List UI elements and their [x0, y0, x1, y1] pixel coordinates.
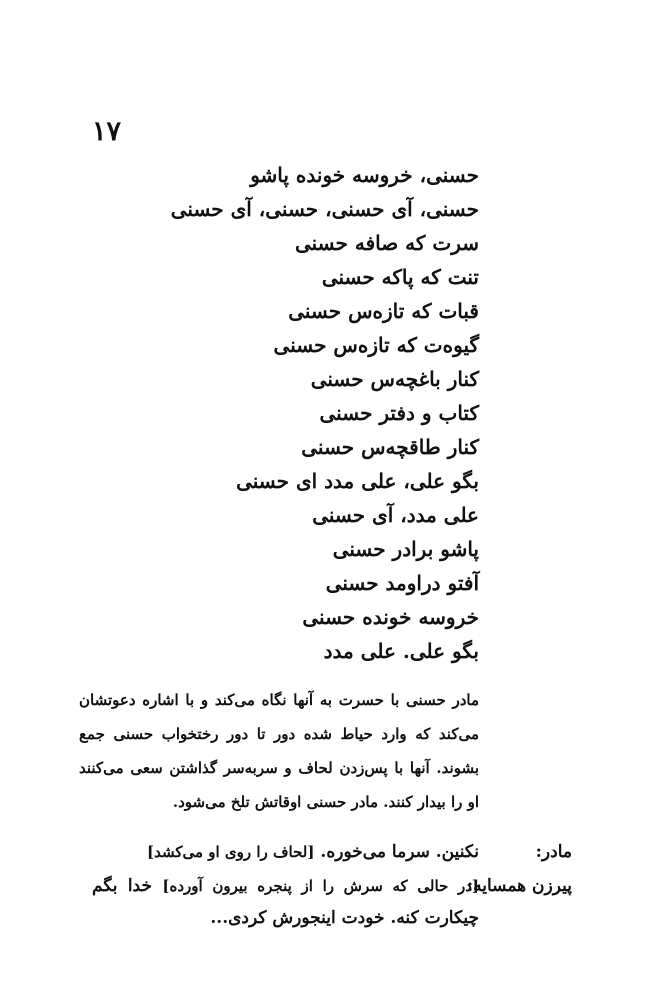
- dialogue-text: [92, 836, 479, 868]
- poem-line: علی مدد، آی حسنی: [312, 503, 479, 527]
- stage-direction: مادر حسنی با حسرت به آنها نگاه می‌کند و با اشاره دعوتشان می‌کند که وارد حیاط شده دور تا دور رختخواب حسنی جمع بشوند. آنها با پس‌زدن لحاف و سربه‌سر گذاشتن سعی می‌کنند او را بیدار کنند. مادر حسنی اوقاتش تلخ می‌شود.: [79, 691, 479, 811]
- poem-line: آفتو دراومد حسنی: [325, 571, 479, 595]
- poem-line: خروسه خونده حسنی: [302, 605, 479, 629]
- poem-line: کنار طاقچه‌س حسنی: [301, 435, 479, 459]
- inline-stage-direction: [در حالی که سرش را از پنجره بیرون آورده]: [162, 877, 480, 895]
- inline-stage-direction: [لحاف را روی او می‌کشد]: [147, 843, 315, 861]
- speaker-name: مادر:: [535, 842, 572, 862]
- poem-line: پاشو برادر حسنی: [332, 537, 479, 561]
- poem-line: سرت که صافه حسنی: [294, 231, 479, 255]
- speech-text: خدا بگم چیکارت کنه. خودت اینجورش کردی...: [92, 876, 479, 928]
- dialogue-text: [92, 870, 479, 934]
- poem-line: بگو علی. علی مدد: [323, 639, 479, 663]
- poem-line: گیوه‌ت که تازه‌س حسنی: [273, 333, 479, 357]
- page-number: ۱۷: [92, 116, 122, 147]
- speaker-name: پیرزن همسایه:: [466, 876, 572, 896]
- poem-verses: [79, 158, 479, 668]
- poem-line: قبات که تازه‌س حسنی: [288, 299, 479, 323]
- poem-line: حسنی، آی حسنی، حسنی، آی حسنی: [170, 197, 479, 221]
- poem-line: تنت که پاکه حسنی: [321, 265, 479, 289]
- poem-line: حسنی، خروسه خونده پاشو: [250, 163, 479, 187]
- poem-line: کنار باغچه‌س حسنی: [310, 367, 479, 391]
- poem-line: بگو علی، علی مدد ای حسنی: [236, 469, 479, 493]
- speech-text: نکنین. سرما می‌خوره.: [320, 842, 479, 862]
- poem-line: کتاب و دفتر حسنی: [319, 401, 479, 425]
